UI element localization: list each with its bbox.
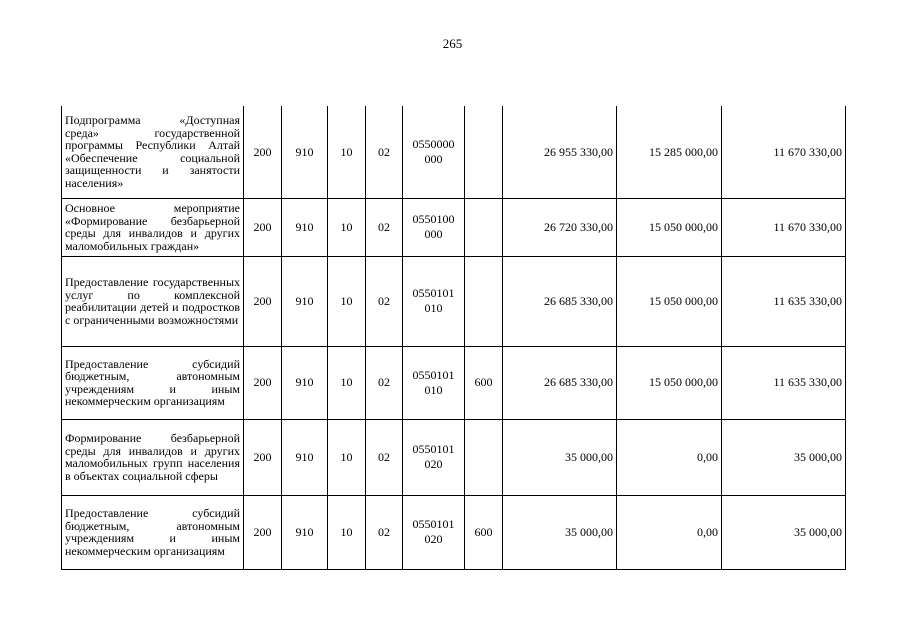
row-description: Предоставление субсидий бюджетным, автономным учреждениям и иным некоммерческим организациям	[62, 495, 244, 569]
target-article-cell	[403, 198, 465, 256]
code-cell: 200	[244, 256, 282, 346]
ministry-code-cell: 910	[282, 495, 328, 569]
target-article-line2: 010	[424, 382, 443, 397]
subsection-cell: 02	[366, 256, 403, 346]
target-article-line1: 0550101	[412, 367, 455, 382]
section-cell: 10	[328, 256, 366, 346]
budget-table-body	[62, 106, 846, 569]
row-description: Предоставление субсидий бюджетным, автономным учреждениям и иным некоммерческим организациям	[62, 346, 244, 419]
amount-2-cell: 0,00	[617, 495, 722, 569]
expense-type-cell	[465, 256, 503, 346]
amount-total-cell: 26 685 330,00	[503, 346, 617, 419]
target-article-line2: 010	[424, 301, 443, 315]
target-article-line2: 020	[424, 532, 443, 546]
target-article-line1: 0550101	[412, 517, 455, 531]
subsection-cell: 02	[366, 198, 403, 256]
target-article-line2: 020	[424, 457, 443, 471]
row-description: Предоставление государственных услуг по комплексной реабилитации детей и подростков с ограниченными возможностями	[62, 256, 244, 346]
section-cell: 10	[328, 495, 366, 569]
code-cell: 200	[244, 419, 282, 495]
amount-3-cell: 35 000,00	[722, 495, 846, 569]
table-row	[62, 346, 846, 419]
amount-2-cell: 15 050 000,00	[617, 346, 722, 419]
amount-2-cell: 15 050 000,00	[617, 198, 722, 256]
amount-3-cell: 11 635 330,00	[722, 256, 846, 346]
row-description: Основное мероприятие «Формирование безбарьерной среды для инвалидов и других маломобильных граждан»	[62, 198, 244, 256]
expense-type-cell: 600	[465, 495, 503, 569]
target-article-cell	[403, 346, 465, 419]
section-cell: 10	[328, 106, 366, 198]
target-article-line1: 0550100	[412, 212, 455, 226]
expense-type-cell	[465, 198, 503, 256]
subsection-cell: 02	[366, 495, 403, 569]
row-description: Подпрограмма «Доступная среда» государственной программы Республики Алтай «Обеспечение социальной защищенности и занятости населения»	[62, 106, 244, 198]
amount-2-cell: 0,00	[617, 419, 722, 495]
budget-table	[61, 106, 846, 570]
ministry-code-cell: 910	[282, 106, 328, 198]
code-cell: 200	[244, 346, 282, 419]
target-article-cell	[403, 106, 465, 198]
expense-type-cell	[465, 106, 503, 198]
code-cell: 200	[244, 106, 282, 198]
subsection-cell: 02	[366, 346, 403, 419]
code-cell: 200	[244, 495, 282, 569]
amount-3-cell: 11 635 330,00	[722, 346, 846, 419]
amount-2-cell: 15 285 000,00	[617, 106, 722, 198]
subsection-cell: 02	[366, 106, 403, 198]
ministry-code-cell: 910	[282, 346, 328, 419]
section-cell: 10	[328, 419, 366, 495]
amount-total-cell: 35 000,00	[503, 495, 617, 569]
amount-3-cell: 35 000,00	[722, 419, 846, 495]
expense-type-cell: 600	[465, 346, 503, 419]
target-article-cell	[403, 419, 465, 495]
amount-total-cell: 26 720 330,00	[503, 198, 617, 256]
row-description: Формирование безбарьерной среды для инвалидов и других маломобильных групп населения в объектах социальной сферы	[62, 419, 244, 495]
target-article-line2: 000	[424, 227, 443, 241]
table-row	[62, 419, 846, 495]
amount-2-cell: 15 050 000,00	[617, 256, 722, 346]
amount-3-cell: 11 670 330,00	[722, 198, 846, 256]
amount-total-cell: 26 955 330,00	[503, 106, 617, 198]
table-row	[62, 106, 846, 198]
ministry-code-cell: 910	[282, 198, 328, 256]
target-article-line2: 000	[424, 151, 443, 166]
amount-total-cell: 26 685 330,00	[503, 256, 617, 346]
section-cell: 10	[328, 346, 366, 419]
code-cell: 200	[244, 198, 282, 256]
section-cell: 10	[328, 198, 366, 256]
page-number: 265	[442, 36, 463, 51]
target-article-line1: 0550101	[412, 286, 455, 300]
amount-3-cell: 11 670 330,00	[722, 106, 846, 198]
target-article-cell	[403, 495, 465, 569]
target-article-line1: 0550000	[412, 136, 455, 151]
table-row	[62, 198, 846, 256]
target-article-line1: 0550101	[412, 442, 455, 456]
ministry-code-cell: 910	[282, 419, 328, 495]
subsection-cell: 02	[366, 419, 403, 495]
amount-total-cell: 35 000,00	[503, 419, 617, 495]
table-row	[62, 495, 846, 569]
table-row	[62, 256, 846, 346]
expense-type-cell	[465, 419, 503, 495]
ministry-code-cell: 910	[282, 256, 328, 346]
target-article-cell	[403, 256, 465, 346]
